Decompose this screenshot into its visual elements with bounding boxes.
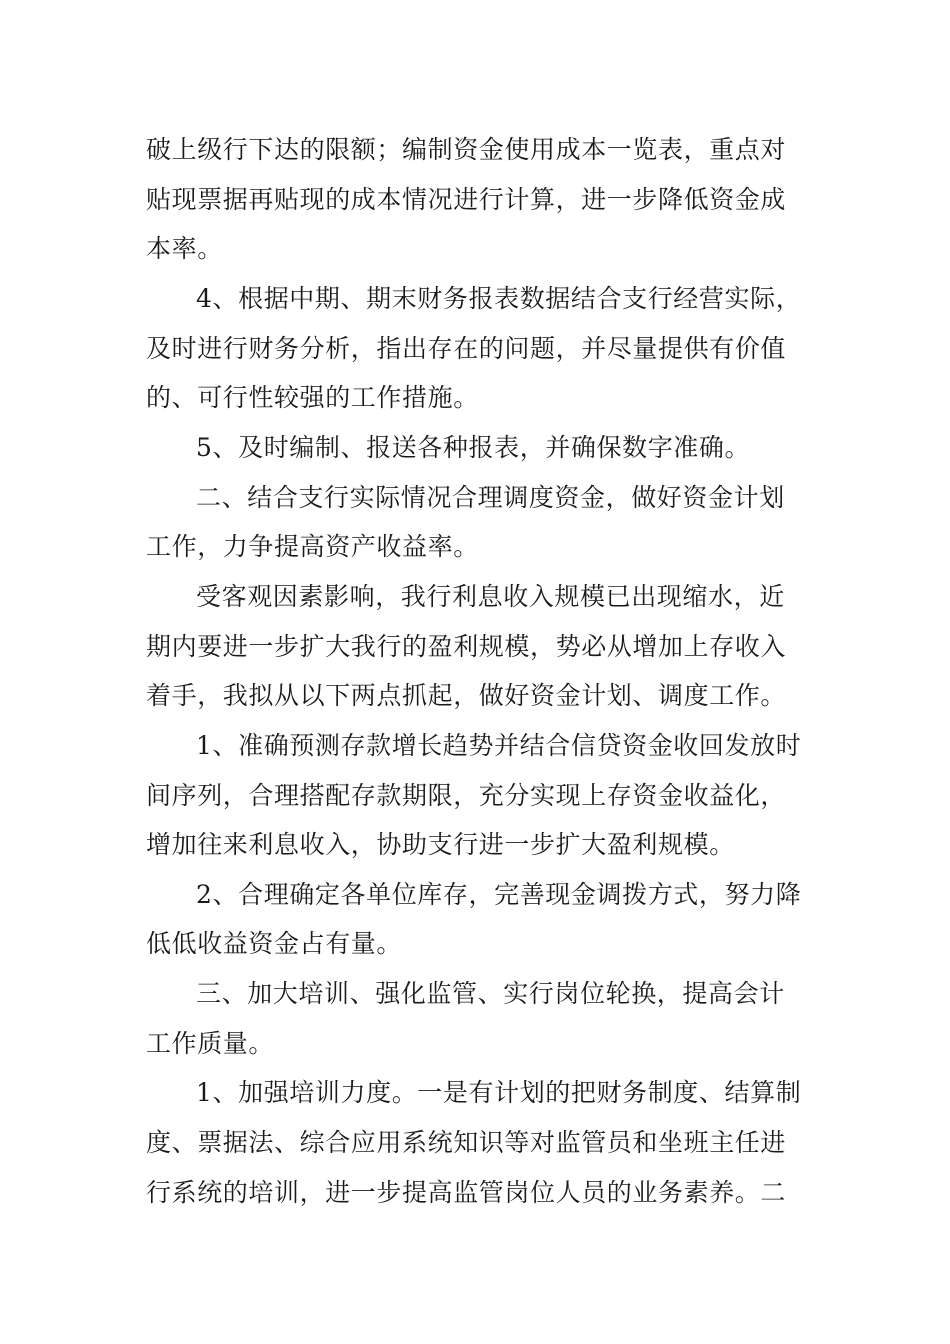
paragraph-start-line: 1、准确预测存款增长趋势并结合信贷资金收回发放时 bbox=[196, 731, 802, 760]
text-line: 的、可行性较强的工作措施。 bbox=[146, 383, 479, 412]
text-line: 增加往来利息收入，协助支行进一步扩大盈利规模。 bbox=[146, 830, 735, 859]
text-line: 着手，我拟从以下两点抓起，做好资金计划、调度工作。 bbox=[146, 681, 787, 710]
paragraph-start-line: 5、及时编制、报送各种报表，并确保数字准确。 bbox=[196, 433, 751, 462]
text-line: 贴现票据再贴现的成本情况进行计算，进一步降低资金成 bbox=[146, 185, 787, 214]
paragraph-start-line: 2、合理确定各单位库存，完善现金调拨方式，努力降 bbox=[196, 880, 802, 909]
heading-line-continued: 工作质量。 bbox=[146, 1029, 275, 1058]
heading-line: 三、加大培训、强化监管、实行岗位轮换，提高会计 bbox=[196, 979, 785, 1008]
text-line: 度、票据法、综合应用系统知识等对监管员和坐班主任进 bbox=[146, 1128, 787, 1157]
paragraph-start-line: 4、根据中期、期末财务报表数据结合支行经营实际， bbox=[196, 284, 802, 313]
text-line: 期内要进一步扩大我行的盈利规模，势必从增加上存收入 bbox=[146, 632, 787, 661]
text-line: 及时进行财务分析，指出存在的问题，并尽量提供有价值 bbox=[146, 334, 787, 363]
text-line: 间序列，合理搭配存款期限，充分实现上存资金收益化， bbox=[146, 781, 787, 810]
text-line: 本率。 bbox=[146, 234, 223, 263]
heading-line-continued: 工作，力争提高资产收益率。 bbox=[146, 532, 479, 561]
text-line: 破上级行下达的限额；编制资金使用成本一览表，重点对 bbox=[146, 135, 787, 164]
paragraph-start-line: 1、加强培训力度。一是有计划的把财务制度、结算制 bbox=[196, 1078, 802, 1107]
paragraph-start-line: 受客观因素影响，我行利息收入规模已出现缩水，近 bbox=[196, 582, 785, 611]
heading-line: 二、结合支行实际情况合理调度资金，做好资金计划 bbox=[196, 483, 785, 512]
text-line: 低低收益资金占有量。 bbox=[146, 929, 403, 958]
text-line: 行系统的培训，进一步提高监管岗位人员的业务素养。二 bbox=[146, 1178, 787, 1207]
